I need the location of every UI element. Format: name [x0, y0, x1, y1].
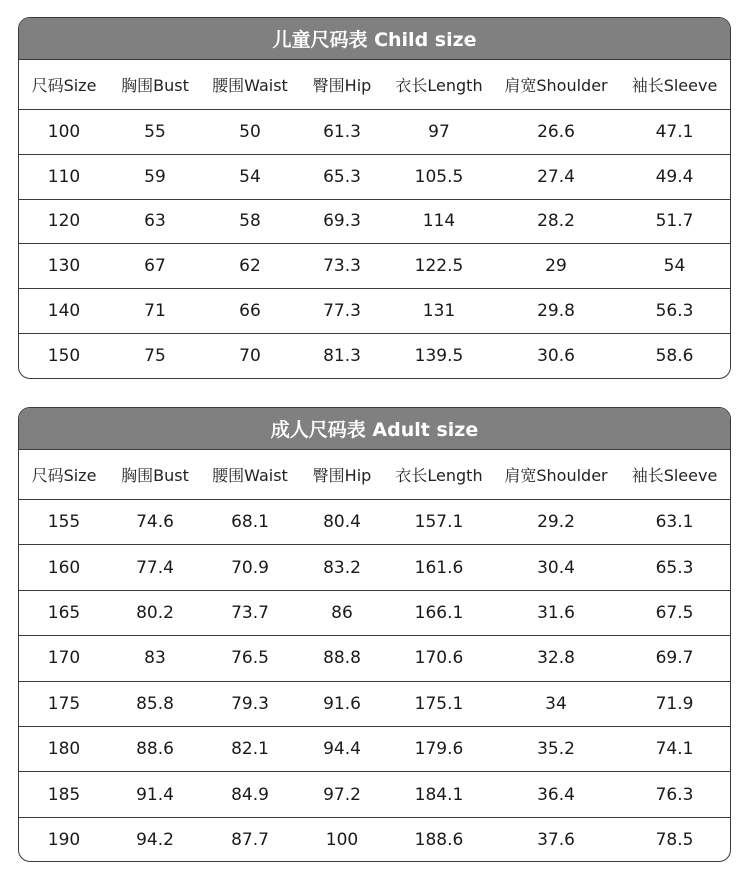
cell-sleeve: 69.7: [655, 648, 694, 669]
cell-length: 105.5: [414, 166, 464, 187]
cell-length: 131: [422, 301, 456, 322]
child-size-table-title: 儿童尺码表 Child size: [19, 18, 730, 60]
adult-table-header-row: [19, 450, 730, 500]
cell-length: 179.6: [414, 739, 464, 760]
cell-sleeve: 65.3: [655, 557, 694, 578]
cell-waist: 70: [239, 346, 261, 367]
cell-hip: 65.3: [323, 166, 361, 187]
cell-shoulder: 30.4: [537, 557, 575, 578]
table-row: [19, 727, 730, 772]
cell-length: 122.5: [414, 256, 464, 277]
cell-bust: 59: [144, 166, 166, 187]
cell-size: 140: [47, 301, 81, 322]
table-row: [19, 289, 730, 334]
child-size-table: [18, 17, 731, 379]
table-row: [19, 244, 730, 289]
cell-sleeve: 76.3: [655, 784, 694, 805]
cell-sleeve: 49.4: [655, 166, 694, 187]
adult-size-table-title: 成人尺码表 Adult size: [19, 408, 730, 450]
table-row: [19, 818, 730, 862]
cell-size: 110: [47, 166, 81, 187]
cell-sleeve: 78.5: [655, 830, 694, 851]
header-cell-length: 衣长Length: [395, 466, 483, 485]
cell-length: 161.6: [414, 557, 464, 578]
cell-length: 139.5: [414, 346, 464, 367]
cell-bust: 83: [144, 648, 166, 669]
cell-hip: 69.3: [323, 211, 361, 232]
cell-waist: 82.1: [231, 739, 269, 760]
cell-size: 170: [47, 648, 81, 669]
cell-hip: 83.2: [323, 557, 361, 578]
cell-length: 170.6: [414, 648, 464, 669]
cell-hip: 91.6: [323, 693, 361, 714]
cell-size: 150: [47, 346, 81, 367]
cell-shoulder: 34: [545, 693, 567, 714]
cell-size: 155: [47, 512, 81, 533]
table-row: [19, 772, 730, 817]
cell-length: 175.1: [414, 693, 464, 714]
cell-length: 166.1: [414, 602, 464, 623]
table-row: [19, 591, 730, 636]
cell-size: 160: [47, 557, 81, 578]
cell-sleeve: 47.1: [655, 121, 694, 142]
header-cell-waist: 腰围Waist: [212, 76, 288, 95]
cell-waist: 58: [239, 211, 261, 232]
cell-size: 165: [47, 602, 81, 623]
table-row: [19, 682, 730, 727]
cell-shoulder: 27.4: [537, 166, 575, 187]
header-cell-bust: 胸围Bust: [121, 466, 189, 485]
cell-length: 97: [428, 121, 450, 142]
cell-waist: 87.7: [231, 830, 269, 851]
table-row: [19, 545, 730, 590]
cell-shoulder: 30.6: [537, 346, 575, 367]
adult-size-table: [18, 407, 731, 862]
cell-waist: 50: [239, 121, 261, 142]
cell-bust: 77.4: [136, 557, 174, 578]
cell-size: 185: [47, 784, 81, 805]
cell-length: 188.6: [414, 830, 464, 851]
table-row: [19, 110, 730, 155]
child-table-header-row: [19, 60, 730, 110]
cell-bust: 91.4: [136, 784, 174, 805]
cell-size: 120: [47, 211, 81, 232]
cell-sleeve: 74.1: [655, 739, 694, 760]
cell-size: 175: [47, 693, 81, 714]
cell-waist: 54: [239, 166, 261, 187]
cell-bust: 80.2: [136, 602, 174, 623]
cell-waist: 62: [239, 256, 261, 277]
table-row: [19, 200, 730, 245]
cell-length: 184.1: [414, 784, 464, 805]
cell-waist: 79.3: [231, 693, 269, 714]
cell-sleeve: 51.7: [655, 211, 694, 232]
cell-shoulder: 36.4: [537, 784, 575, 805]
cell-hip: 94.4: [323, 739, 361, 760]
cell-bust: 71: [144, 301, 166, 322]
cell-sleeve: 58.6: [655, 346, 694, 367]
cell-waist: 73.7: [231, 602, 269, 623]
cell-hip: 73.3: [323, 256, 361, 277]
cell-length: 114: [422, 211, 456, 232]
cell-sleeve: 63.1: [655, 512, 694, 533]
cell-size: 180: [47, 739, 81, 760]
cell-bust: 94.2: [136, 830, 174, 851]
header-cell-sleeve: 袖长Sleeve: [631, 76, 718, 95]
cell-sleeve: 56.3: [655, 301, 694, 322]
cell-waist: 68.1: [231, 512, 269, 533]
cell-waist: 70.9: [231, 557, 269, 578]
cell-hip: 81.3: [323, 346, 361, 367]
cell-sleeve: 67.5: [655, 602, 694, 623]
cell-hip: 77.3: [323, 301, 361, 322]
cell-size: 100: [47, 121, 81, 142]
cell-shoulder: 28.2: [537, 211, 575, 232]
header-cell-shoulder: 肩宽Shoulder: [504, 76, 608, 95]
cell-shoulder: 37.6: [537, 830, 575, 851]
cell-bust: 55: [144, 121, 166, 142]
cell-bust: 74.6: [136, 512, 174, 533]
cell-bust: 75: [144, 346, 166, 367]
table-row: [19, 636, 730, 681]
cell-bust: 85.8: [136, 693, 174, 714]
cell-bust: 88.6: [136, 739, 174, 760]
table-row: [19, 155, 730, 200]
cell-shoulder: 29.2: [537, 512, 575, 533]
cell-waist: 66: [239, 301, 261, 322]
cell-hip: 80.4: [323, 512, 361, 533]
cell-hip: 88.8: [323, 648, 361, 669]
cell-shoulder: 29: [545, 256, 567, 277]
cell-bust: 67: [144, 256, 166, 277]
cell-shoulder: 35.2: [537, 739, 575, 760]
header-cell-hip: 臀围Hip: [312, 466, 372, 485]
header-cell-bust: 胸围Bust: [121, 76, 189, 95]
table-row: [19, 500, 730, 545]
cell-waist: 84.9: [231, 784, 269, 805]
cell-shoulder: 32.8: [537, 648, 575, 669]
header-cell-length: 衣长Length: [395, 76, 483, 95]
cell-shoulder: 26.6: [537, 121, 575, 142]
header-cell-size: 尺码Size: [31, 76, 97, 95]
cell-hip: 86: [331, 602, 353, 623]
header-cell-size: 尺码Size: [31, 466, 97, 485]
header-cell-hip: 臀围Hip: [312, 76, 372, 95]
header-cell-shoulder: 肩宽Shoulder: [504, 466, 608, 485]
cell-bust: 63: [144, 211, 166, 232]
cell-sleeve: 54: [663, 256, 686, 277]
cell-length: 157.1: [414, 512, 464, 533]
header-cell-sleeve: 袖长Sleeve: [631, 466, 718, 485]
cell-hip: 97.2: [323, 784, 361, 805]
cell-shoulder: 31.6: [537, 602, 575, 623]
cell-size: 190: [47, 830, 81, 851]
table-row: [19, 334, 730, 379]
cell-sleeve: 71.9: [655, 693, 694, 714]
cell-shoulder: 29.8: [537, 301, 575, 322]
cell-size: 130: [47, 256, 81, 277]
cell-hip: 61.3: [323, 121, 361, 142]
header-cell-waist: 腰围Waist: [212, 466, 288, 485]
cell-hip: 100: [325, 830, 359, 851]
cell-waist: 76.5: [231, 648, 269, 669]
